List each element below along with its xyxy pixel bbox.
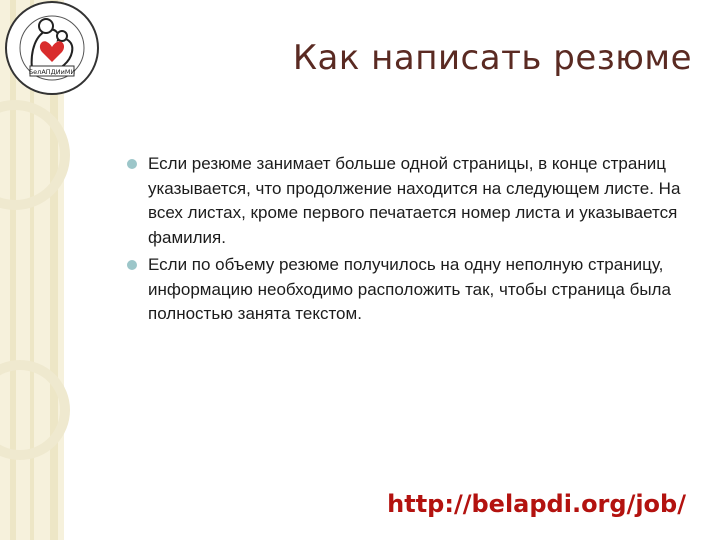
logo-badge-text: БелАПДИиМИ bbox=[28, 68, 76, 76]
band-arc bbox=[0, 100, 70, 210]
organization-logo bbox=[2, 0, 102, 100]
list-item bbox=[126, 152, 686, 250]
list-item-text: Если по объему резюме получилось на одну неполную страницу, информацию необходимо расположить так, чтобы страница была полностью занята текстом. bbox=[148, 255, 671, 323]
bullet-list bbox=[126, 152, 686, 330]
bullet-icon bbox=[127, 260, 137, 270]
band-arc bbox=[0, 360, 70, 460]
list-item-text: Если резюме занимает больше одной страницы, в конце страниц указывается, что продолжение находится на следующем листе. На всех листах, кроме первого печатается номер листа и указывается фамилия. bbox=[148, 154, 681, 247]
list-item bbox=[126, 253, 686, 327]
website-link[interactable]: http://belapdi.org/job/ bbox=[387, 490, 686, 518]
page-title: Как написать резюме bbox=[292, 38, 692, 78]
bullet-icon bbox=[127, 159, 137, 169]
